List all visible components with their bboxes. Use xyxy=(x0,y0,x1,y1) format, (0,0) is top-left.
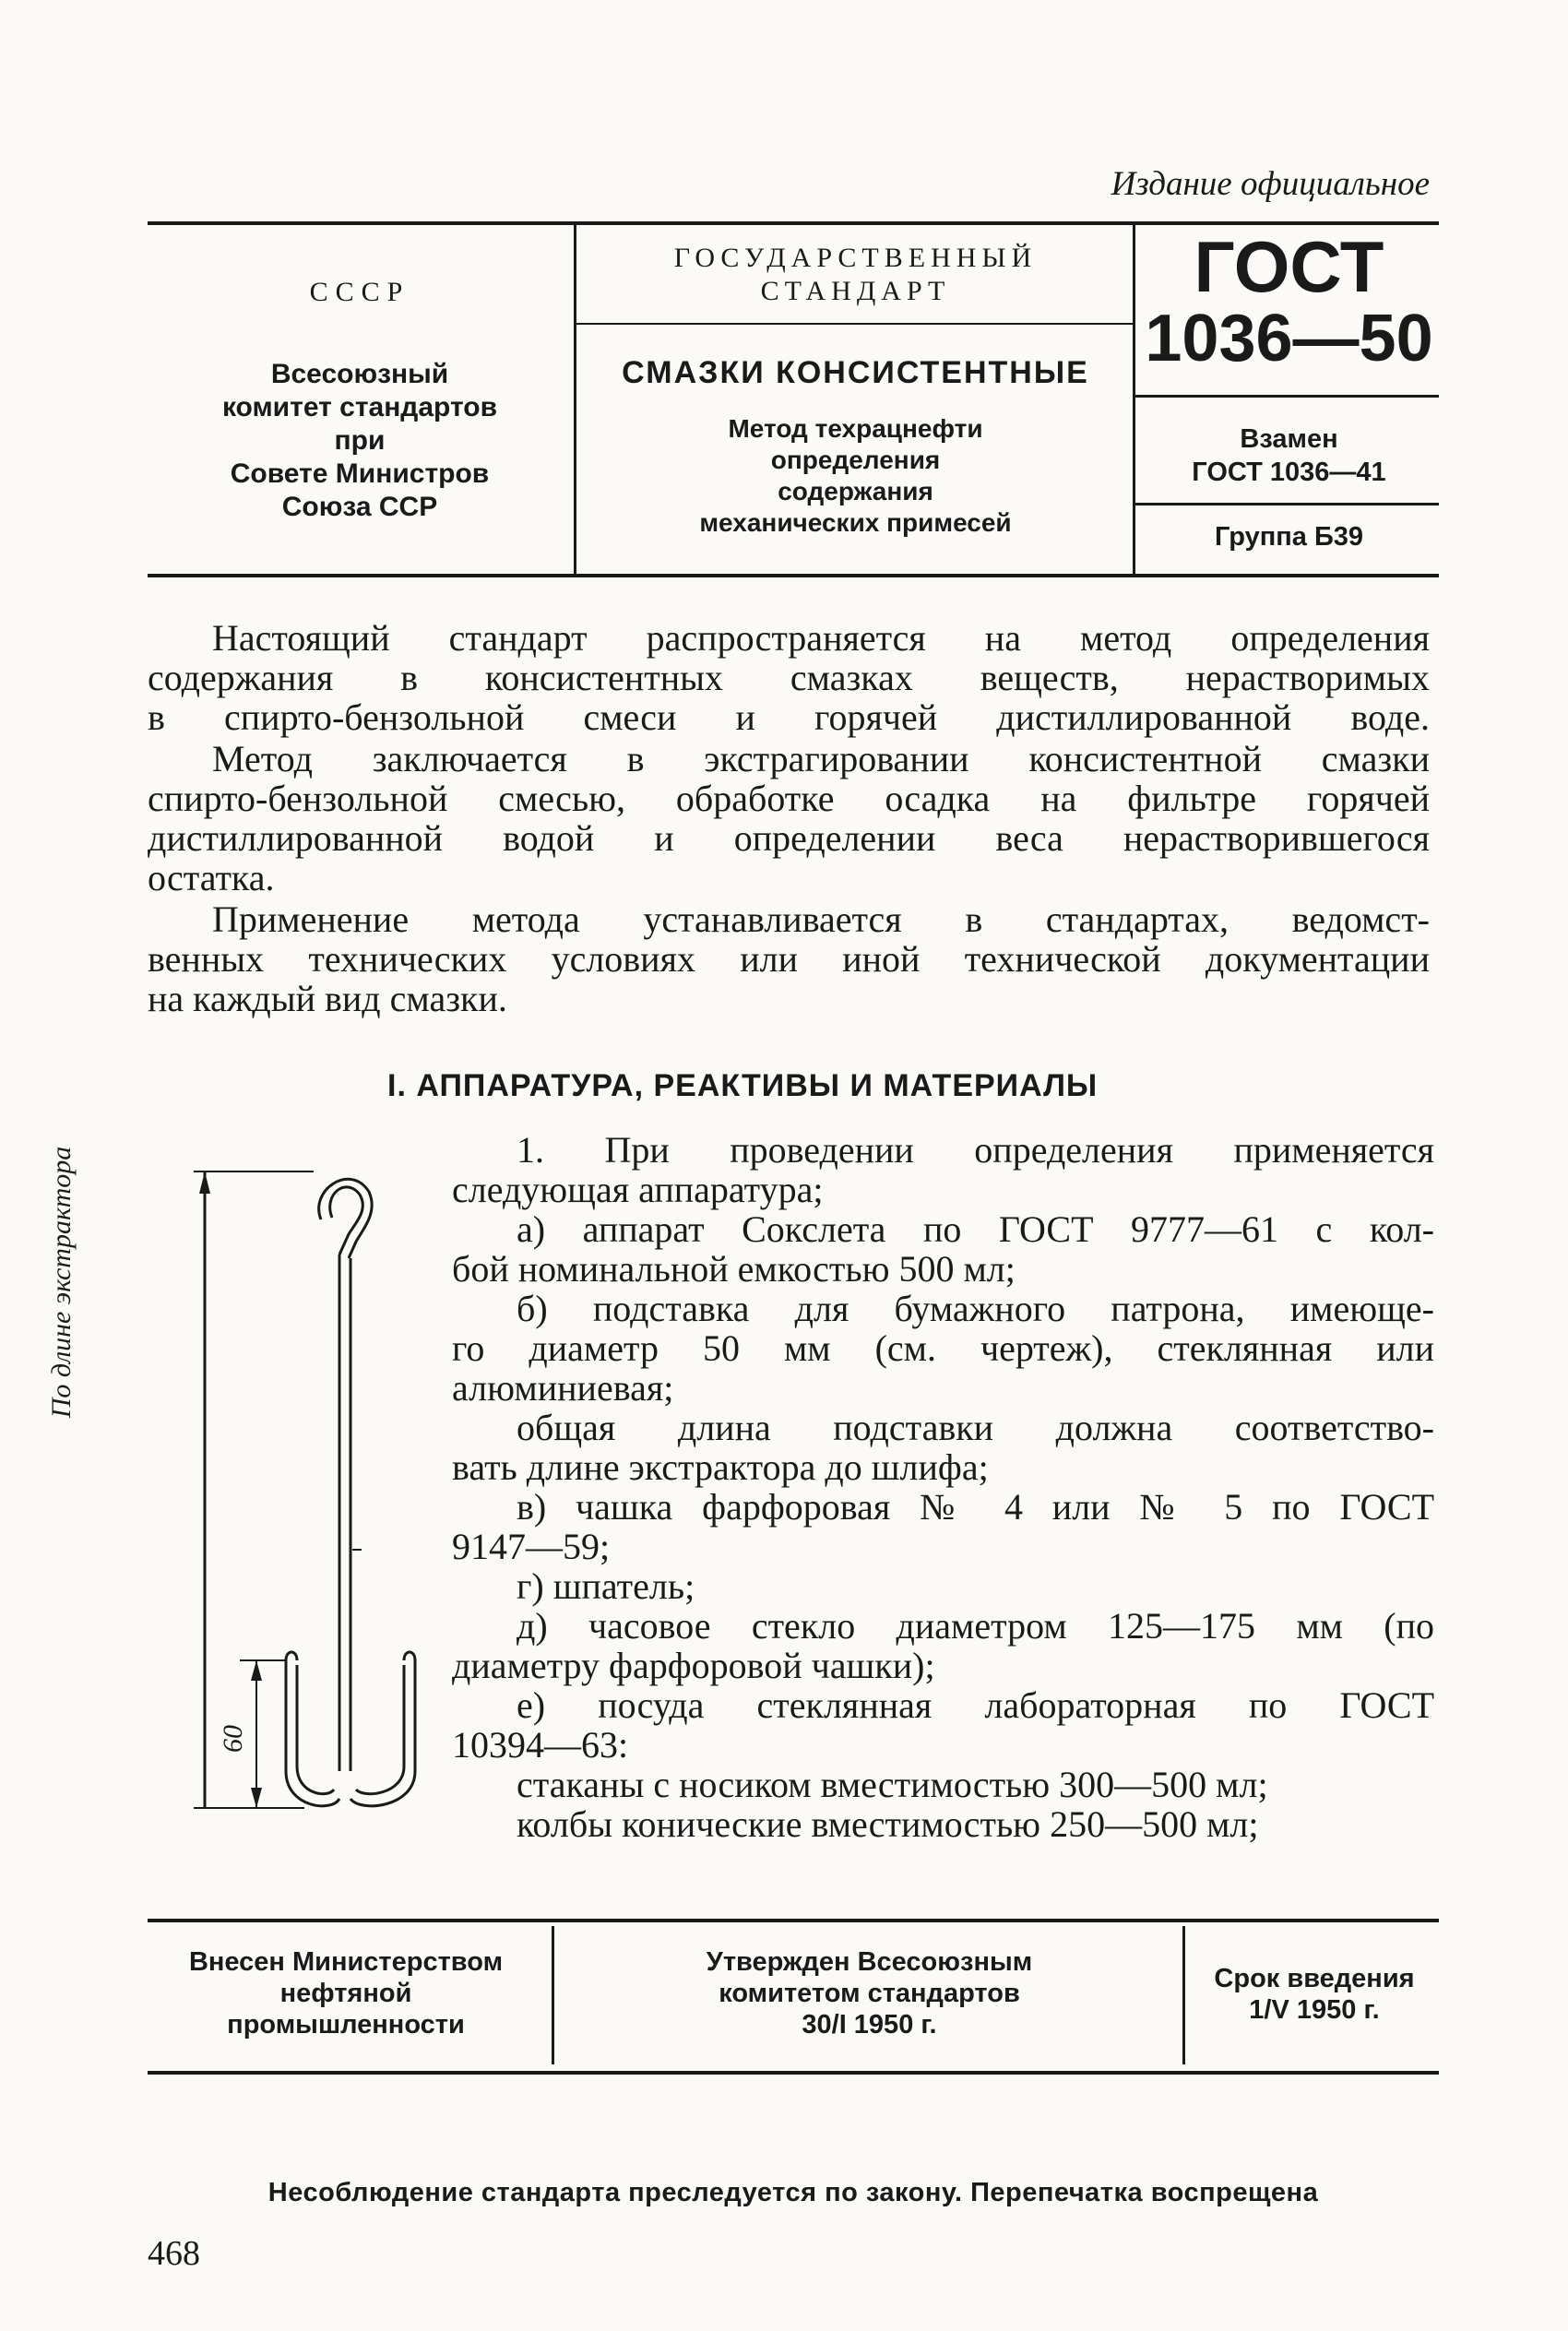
approved-line: Утвержден Всесоюзным xyxy=(706,1947,1033,1977)
authority-block xyxy=(148,358,572,524)
authority-line: при xyxy=(334,425,386,456)
intro-paragraph-1 xyxy=(148,618,1430,737)
text-line: в спирто-бензольной смеси и горячей дистиллированной воде. xyxy=(148,696,1430,738)
introduced-line: Внесен Министерством xyxy=(188,1947,504,1977)
list-line: 10394—63: xyxy=(452,1724,629,1766)
drawing-axis-label: По длине экстрактора xyxy=(46,1146,77,1419)
text-line: дистиллированной водой и определении веса нерастворившегося xyxy=(148,817,1430,859)
footer-divider-left xyxy=(552,1926,554,2064)
left-arm-top xyxy=(286,1652,297,1660)
left-arm-inner xyxy=(297,1665,334,1794)
text-line: Применение метода устанавливается в стандартах, ведомст- xyxy=(212,898,1430,940)
introduced-by xyxy=(148,1946,544,2040)
approved-line: 30/I 1950 г. xyxy=(802,2010,937,2040)
header-bottom-rule xyxy=(148,574,1439,577)
replaces-block xyxy=(1139,422,1439,489)
authority-line: комитет стандартов xyxy=(221,392,498,422)
list-line: бой номинальной емкостью 500 мл; xyxy=(452,1248,1016,1290)
list-line: следующая аппаратура; xyxy=(452,1169,824,1210)
list-line: стаканы с носиком вместимостью 300—500 мл; xyxy=(517,1764,1268,1805)
method-line: содержания xyxy=(778,477,933,505)
footer-bottom-rule xyxy=(148,2071,1439,2075)
header-top-rule xyxy=(148,221,1439,225)
list-line: алюминиевая; xyxy=(452,1367,674,1409)
header-gost-rule xyxy=(1135,395,1439,398)
list-line: го диаметр 50 мм (см. чертеж), стеклянная или xyxy=(452,1327,1434,1369)
section-title: I. АППАРАТУРА, РЕАКТИВЫ И МАТЕРИАЛЫ xyxy=(387,1068,1099,1103)
ussr-label: СССР xyxy=(309,277,410,307)
footer-divider-right xyxy=(1182,1926,1185,2064)
list-line: диаметру фарфоровой чашки); xyxy=(452,1645,935,1686)
method-line: Метод техрацнефти xyxy=(728,414,983,443)
text-line: венных технических условиях или иной технической документации xyxy=(148,938,1430,980)
page-number: 468 xyxy=(148,2234,200,2273)
drawing-dimension-label: 60 xyxy=(218,1725,248,1753)
term-line: 1/V 1950 г. xyxy=(1249,1995,1380,2025)
gost-number: 1036—50 xyxy=(1145,302,1433,375)
authority-line: Совете Министров xyxy=(230,458,490,489)
edition-label: Издание официальное xyxy=(1111,165,1430,203)
header-middle-rule xyxy=(576,323,1133,325)
state-standard-label xyxy=(581,242,1130,308)
group-label: Группа Б39 xyxy=(1214,522,1364,552)
approved-by xyxy=(563,1946,1176,2040)
text-line: содержания в консистентных смазках веществ, нерастворимых xyxy=(148,657,1430,698)
method-title xyxy=(581,413,1130,539)
arrow-up-icon xyxy=(199,1171,210,1194)
list-line: б) подставка для бумажного патрона, имеюще- xyxy=(517,1288,1434,1329)
list-line: а) аппарат Сокслета по ГОСТ 9777—61 с кол- xyxy=(517,1208,1434,1250)
list-line: 1. При проведении определения применяется xyxy=(517,1129,1434,1171)
list-line: д) часовое стекло диаметром 125—175 мм (по xyxy=(517,1605,1434,1647)
introduced-line: нефтяной xyxy=(279,1979,412,2008)
right-arm-inner xyxy=(356,1665,404,1794)
header-divider-left xyxy=(574,225,576,574)
left-arm-outer xyxy=(286,1660,339,1806)
header-group-rule xyxy=(1135,503,1439,505)
list-line: вать длине экстрактора до шлифа; xyxy=(452,1446,989,1488)
text-line: спирто-бензольной смесью, обработке осадка на фильтре горячей xyxy=(148,778,1430,819)
list-line: в) чашка фарфоровая № 4 или № 5 по ГОСТ xyxy=(517,1486,1434,1528)
header-divider-right xyxy=(1133,225,1135,574)
state-standard-line: ГОСУДАРСТВЕННЫЙ xyxy=(673,243,1038,273)
intro-paragraph-2 xyxy=(148,739,1430,898)
arrow-down-icon xyxy=(251,1788,262,1808)
list-line: общая длина подставки должна соответство- xyxy=(517,1407,1434,1448)
right-arm-top xyxy=(404,1652,415,1660)
list-line: 9147—59; xyxy=(452,1526,611,1567)
text-line: Метод заключается в экстрагировании консистентной смазки xyxy=(212,738,1430,779)
method-line: механических примесей xyxy=(699,508,1012,537)
state-standard-line: СТАНДАРТ xyxy=(760,276,951,306)
list-line: е) посуда стеклянная лабораторная по ГОСТ xyxy=(517,1684,1434,1726)
approved-line: комитетом стандартов xyxy=(719,1979,1020,2008)
apparatus-list xyxy=(452,1130,1434,1844)
authority-line: Союза ССР xyxy=(281,492,438,522)
gost-designation xyxy=(1139,226,1439,375)
text-line: Настоящий стандарт распространяется на метод определения xyxy=(212,617,1430,659)
authority-line: Всесоюзный xyxy=(270,359,449,389)
method-line: определения xyxy=(770,446,941,474)
hook-top xyxy=(330,1187,363,1255)
hook-top-outer xyxy=(319,1179,373,1258)
intro-paragraph-3 xyxy=(148,899,1430,1018)
gost-label: ГОСТ xyxy=(1194,226,1384,307)
effective-date xyxy=(1190,1963,1439,2026)
text-line: на каждый вид смазки. xyxy=(148,978,507,1019)
subject-title: СМАЗКИ КОНСИСТЕНТНЫЕ xyxy=(622,355,1089,390)
footer-top-rule xyxy=(148,1919,1439,1922)
list-line: колбы конические вместимостью 250—500 мл; xyxy=(517,1803,1259,1845)
text-line: остатка. xyxy=(148,857,275,898)
replaces-line: ГОСТ 1036—41 xyxy=(1192,458,1386,487)
arrow-up-icon xyxy=(251,1660,262,1681)
legal-notice: Несоблюдение стандарта преследуется по закону. Перепечатка воспрещена xyxy=(267,2178,1319,2207)
list-line: г) шпатель; xyxy=(517,1565,695,1607)
replaces-line: Взамен xyxy=(1240,424,1338,454)
term-line: Срок введения xyxy=(1214,1964,1415,1993)
introduced-line: промышленности xyxy=(227,2010,465,2040)
